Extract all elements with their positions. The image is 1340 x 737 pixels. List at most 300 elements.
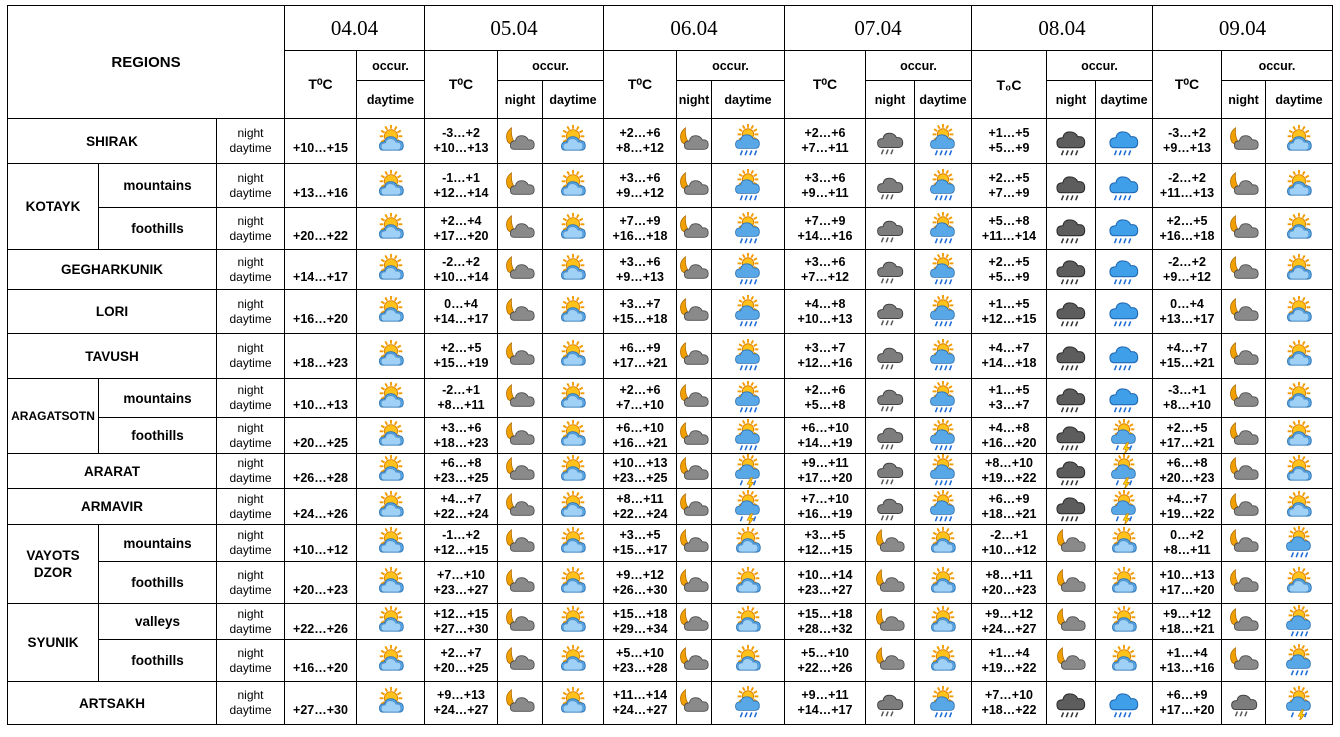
weather-cell — [677, 562, 712, 604]
night-temp: +2…+6 — [804, 383, 846, 397]
night-temp: +1…+4 — [988, 645, 1030, 660]
sun-cloud-icon — [1107, 526, 1141, 560]
night-header: night — [1222, 81, 1266, 119]
weather-cell — [1222, 525, 1266, 562]
day-temp: +5…+8 — [804, 398, 846, 412]
daytime-header: daytime — [712, 81, 785, 119]
day-temp: +19…+22 — [1159, 506, 1215, 521]
day-temp: +12…+15 — [433, 543, 489, 557]
weather-cell — [1222, 379, 1266, 418]
temp-cell — [972, 379, 1047, 418]
night-temp: +4…+7 — [1166, 491, 1208, 506]
moon-cloud-icon — [677, 605, 711, 639]
day-temp: +10…+14 — [433, 269, 489, 284]
temp-cell — [604, 562, 677, 604]
rain-cloud-icon — [873, 490, 907, 524]
temp-cell — [785, 290, 866, 334]
temp-cell — [425, 682, 498, 725]
moon-cloud-icon — [1054, 526, 1088, 560]
weather-cell — [1047, 604, 1096, 640]
temp-cell — [425, 290, 498, 334]
weather-cell — [677, 525, 712, 562]
day-temp: +24…+27 — [612, 703, 668, 717]
night-temp: -1…+1 — [442, 170, 480, 185]
sun-cloud-icon — [556, 212, 590, 246]
sun-rain-icon — [731, 295, 765, 329]
night-temp: 0…+4 — [1170, 296, 1204, 311]
temp-header: T⁰C — [785, 51, 866, 119]
night-temp: +5…+10 — [801, 645, 849, 660]
weather-cell — [498, 164, 543, 208]
weather-cell — [498, 562, 543, 604]
weather-cell — [357, 562, 425, 604]
day-temp: +20…+23 — [981, 582, 1037, 597]
period-labels — [217, 334, 285, 379]
night-temp: +1…+4 — [1166, 645, 1208, 660]
sun-cloud-icon — [374, 339, 408, 373]
night-temp: +9…+11 — [801, 688, 849, 702]
night-temp: +9…+13 — [437, 688, 485, 702]
sun-cloud-icon — [374, 212, 408, 246]
weather-cell — [712, 208, 785, 250]
temp-cell — [1153, 640, 1222, 682]
temp-cell — [1153, 250, 1222, 290]
temp-header: T₀C — [972, 51, 1047, 119]
night-label: night — [237, 383, 264, 397]
sun-cloud-icon — [1107, 605, 1141, 639]
weather-cell — [677, 682, 712, 725]
night-temp: +2…+4 — [440, 213, 482, 228]
temp-cell — [785, 334, 866, 379]
daytime-header: daytime — [357, 81, 425, 119]
day-temp: +17…+20 — [1159, 582, 1215, 597]
day-temp: +13…+16 — [1159, 660, 1215, 675]
day-temp: +15…+19 — [433, 356, 489, 370]
night-temp: -3…+2 — [442, 126, 480, 140]
region-row — [8, 418, 1333, 454]
rain-cloud-icon — [873, 212, 907, 246]
period-labels — [217, 454, 285, 489]
moon-cloud-icon — [503, 253, 537, 287]
moon-cloud-icon — [1227, 605, 1261, 639]
temp-cell — [285, 454, 357, 489]
weather-cell — [1096, 250, 1153, 290]
weather-cell — [498, 525, 543, 562]
sun-rain-icon — [731, 419, 765, 453]
subregion-name: valleys — [99, 604, 217, 640]
sun-cloud-icon — [1282, 169, 1316, 203]
weather-cell — [1096, 489, 1153, 525]
weather-cell — [712, 334, 785, 379]
night-temp: +10…+13 — [612, 456, 668, 470]
weather-cell — [1096, 379, 1153, 418]
temp-cell — [785, 379, 866, 418]
weather-cell — [498, 250, 543, 290]
subregion-name: foothills — [99, 562, 217, 604]
dark-rain-icon — [1054, 381, 1088, 415]
moon-cloud-icon — [873, 526, 907, 560]
temp-header: T⁰C — [425, 51, 498, 119]
day-temp: +7…+10 — [616, 398, 664, 412]
temp-cell — [604, 334, 677, 379]
sun-storm-icon — [731, 490, 765, 524]
weather-cell — [677, 119, 712, 164]
temp-cell — [285, 489, 357, 525]
temp-cell — [1153, 604, 1222, 640]
weather-cell — [915, 334, 972, 379]
day-temp: +15…+21 — [1159, 356, 1215, 370]
moon-cloud-icon — [677, 526, 711, 560]
weather-cell — [543, 164, 604, 208]
night-temp: +8…+11 — [616, 491, 664, 506]
weather-cell — [1047, 250, 1096, 290]
daytime-label: daytime — [229, 356, 272, 370]
night-temp: +9…+12 — [1163, 606, 1211, 621]
weather-cell — [1266, 604, 1333, 640]
regions-header: REGIONS — [8, 6, 285, 119]
weather-cell — [1222, 562, 1266, 604]
day-temp: +27…+30 — [293, 703, 348, 717]
day-temp: +26…+28 — [293, 471, 348, 485]
weather-cell — [915, 604, 972, 640]
temp-cell — [425, 379, 498, 418]
night-temp: +11…+14 — [612, 688, 668, 702]
weather-cell — [677, 604, 712, 640]
weather-cell — [498, 640, 543, 682]
night-temp: +2…+6 — [804, 126, 846, 140]
weather-cell — [498, 119, 543, 164]
day-temp: +12…+16 — [797, 356, 853, 370]
night-temp: +7…+10 — [801, 491, 849, 506]
sun-cloud-icon — [926, 644, 960, 678]
day-temp: +24…+26 — [293, 506, 348, 521]
weather-cell — [1266, 119, 1333, 164]
day-temp: +17…+21 — [1159, 435, 1215, 450]
temp-cell — [285, 379, 357, 418]
moon-cloud-icon — [677, 253, 711, 287]
weather-cell — [543, 562, 604, 604]
region-row — [8, 489, 1333, 525]
sun-cloud-icon — [374, 644, 408, 678]
weather-cell — [498, 290, 543, 334]
weather-cell — [1096, 682, 1153, 725]
day-temp: +23…+27 — [433, 582, 489, 597]
day-temp: +14…+17 — [433, 311, 489, 326]
temp-cell — [1153, 334, 1222, 379]
sun-rain-icon — [731, 253, 765, 287]
night-temp: +6…+8 — [440, 456, 482, 470]
night-temp: +5…+10 — [616, 645, 664, 660]
weather-cell — [677, 334, 712, 379]
weather-cell — [543, 525, 604, 562]
temp-cell — [1153, 454, 1222, 489]
night-label: night — [237, 606, 264, 621]
sun-cloud-icon — [556, 339, 590, 373]
weather-cell — [1096, 562, 1153, 604]
blue-rain-icon — [1107, 686, 1141, 720]
day-temp: +20…+23 — [1159, 471, 1215, 485]
night-temp: +7…+10 — [437, 567, 485, 582]
sun-rain-icon — [926, 253, 960, 287]
daytime-header: daytime — [543, 81, 604, 119]
weather-cell — [1266, 489, 1333, 525]
day-temp: +14…+17 — [293, 269, 348, 284]
period-labels — [217, 562, 285, 604]
sun-rain-icon — [926, 339, 960, 373]
daytime-label: daytime — [229, 269, 272, 284]
region-name: ARAGATSOTN — [8, 379, 99, 454]
night-temp: +1…+5 — [988, 296, 1030, 311]
night-temp: +1…+5 — [988, 126, 1030, 140]
temp-cell — [972, 418, 1047, 454]
blue-rain-icon — [1107, 253, 1141, 287]
period-labels — [217, 682, 285, 725]
weather-cell — [677, 379, 712, 418]
daytime-label: daytime — [229, 582, 272, 597]
period-labels — [217, 208, 285, 250]
temp-cell — [425, 640, 498, 682]
day-temp: +13…+16 — [293, 185, 348, 200]
night-temp: +2…+5 — [988, 170, 1030, 185]
daytime-label: daytime — [229, 621, 272, 636]
day-temp: +22…+24 — [612, 506, 668, 521]
weather-cell — [1266, 525, 1333, 562]
weather-cell — [866, 119, 915, 164]
weather-cell — [1096, 119, 1153, 164]
weather-cell — [543, 290, 604, 334]
date-header: 06.04 — [604, 6, 785, 51]
sun-cloud-icon — [1282, 381, 1316, 415]
temp-cell — [425, 334, 498, 379]
sun-cloud-icon — [374, 526, 408, 560]
weather-cell — [677, 208, 712, 250]
day-temp: +13…+17 — [1159, 311, 1215, 326]
temp-cell — [425, 604, 498, 640]
temp-cell — [604, 682, 677, 725]
daytime-header: daytime — [915, 81, 972, 119]
weather-cell — [866, 418, 915, 454]
night-temp: +7…+9 — [619, 213, 661, 228]
night-temp: -2…+2 — [1168, 254, 1206, 269]
weather-cell — [1266, 164, 1333, 208]
period-labels — [217, 489, 285, 525]
weather-cell — [498, 604, 543, 640]
night-temp: +10…+13 — [1159, 567, 1215, 582]
sun-cloud-icon — [1282, 253, 1316, 287]
temp-cell — [972, 525, 1047, 562]
temp-cell — [425, 525, 498, 562]
day-temp: +14…+18 — [981, 356, 1037, 370]
blue-rain-icon — [1107, 212, 1141, 246]
moon-cloud-icon — [677, 212, 711, 246]
weather-cell — [712, 525, 785, 562]
temp-cell — [285, 119, 357, 164]
sun-storm-icon — [1107, 419, 1141, 453]
weather-cell — [1266, 640, 1333, 682]
moon-cloud-icon — [1227, 124, 1261, 158]
sun-cloud-icon — [374, 381, 408, 415]
sun-storm-icon — [1107, 490, 1141, 524]
day-temp: +7…+12 — [801, 269, 849, 284]
temp-cell — [285, 250, 357, 290]
sun-rain-icon — [926, 381, 960, 415]
night-temp: +9…+11 — [801, 456, 849, 470]
sun-cloud-icon — [556, 526, 590, 560]
weather-cell — [677, 250, 712, 290]
weather-cell — [1222, 164, 1266, 208]
moon-cloud-icon — [677, 644, 711, 678]
temp-cell — [604, 454, 677, 489]
weather-cell — [712, 682, 785, 725]
subregion-name: foothills — [99, 640, 217, 682]
period-labels — [217, 525, 285, 562]
subregion-name: mountains — [99, 164, 217, 208]
subregion-name: mountains — [99, 379, 217, 418]
sun-cloud-icon — [556, 253, 590, 287]
rain-cloud-icon — [1227, 686, 1261, 720]
date-header: 08.04 — [972, 6, 1153, 51]
moon-cloud-icon — [677, 169, 711, 203]
weather-cell — [712, 164, 785, 208]
weather-cell — [1096, 208, 1153, 250]
moon-cloud-icon — [1227, 212, 1261, 246]
moon-cloud-icon — [503, 605, 537, 639]
subregion-name: foothills — [99, 418, 217, 454]
temp-cell — [972, 489, 1047, 525]
moon-cloud-icon — [1227, 490, 1261, 524]
temp-cell — [425, 562, 498, 604]
sun-cloud-icon — [731, 605, 765, 639]
moon-cloud-icon — [873, 605, 907, 639]
weather-cell — [1266, 379, 1333, 418]
day-temp: +9…+12 — [616, 185, 664, 200]
night-temp: +8…+11 — [985, 567, 1033, 582]
subregion-name: foothills — [99, 208, 217, 250]
temp-cell — [972, 454, 1047, 489]
temp-cell — [785, 119, 866, 164]
temp-cell — [1153, 562, 1222, 604]
day-temp: +8…+11 — [437, 398, 485, 412]
dark-rain-icon — [1054, 686, 1088, 720]
moon-cloud-icon — [1227, 644, 1261, 678]
weather-cell — [866, 379, 915, 418]
night-temp: -2…+1 — [990, 528, 1028, 542]
day-temp: +16…+20 — [293, 311, 348, 326]
temp-cell — [604, 250, 677, 290]
day-temp: +7…+11 — [801, 141, 849, 155]
day-temp: +15…+17 — [612, 543, 668, 557]
daytime-label: daytime — [229, 703, 272, 717]
night-temp: -2…+2 — [1168, 170, 1206, 185]
day-temp: +11…+13 — [1159, 185, 1215, 200]
temp-cell — [425, 208, 498, 250]
night-temp: +6…+10 — [616, 420, 664, 435]
day-temp: +23…+25 — [433, 471, 489, 485]
weather-cell — [712, 119, 785, 164]
sun-cloud-icon — [1282, 212, 1316, 246]
weather-cell — [1222, 489, 1266, 525]
dark-rain-icon — [1054, 169, 1088, 203]
weather-cell — [866, 208, 915, 250]
day-temp: +20…+25 — [293, 435, 348, 450]
weather-cell — [1047, 489, 1096, 525]
weather-cell — [357, 525, 425, 562]
sun-cloud-icon — [556, 295, 590, 329]
day-temp: +5…+9 — [988, 269, 1030, 284]
moon-cloud-icon — [503, 419, 537, 453]
weather-cell — [543, 250, 604, 290]
weather-cell — [677, 454, 712, 489]
daytime-label: daytime — [229, 543, 272, 557]
temp-cell — [285, 562, 357, 604]
sun-rain-icon — [731, 381, 765, 415]
daytime-label: daytime — [229, 398, 272, 412]
region-row — [8, 640, 1333, 682]
temp-cell — [785, 208, 866, 250]
night-temp: +2…+5 — [440, 341, 482, 355]
weather-cell — [357, 250, 425, 290]
sun-cloud-icon — [374, 169, 408, 203]
night-temp: +6…+8 — [1166, 456, 1208, 470]
day-temp: +14…+17 — [797, 703, 853, 717]
dark-rain-icon — [1054, 419, 1088, 453]
weather-cell — [357, 379, 425, 418]
weather-cell — [712, 640, 785, 682]
occur-header: occur. — [1047, 51, 1153, 81]
day-temp: +19…+22 — [981, 660, 1037, 675]
weather-cell — [866, 454, 915, 489]
day-temp: +7…+9 — [988, 185, 1030, 200]
weather-cell — [1047, 119, 1096, 164]
night-temp: +6…+9 — [1166, 688, 1208, 702]
blue-rain-icon — [1107, 169, 1141, 203]
weather-forecast-table — [7, 5, 1333, 725]
moon-cloud-icon — [677, 124, 711, 158]
weather-cell — [1266, 208, 1333, 250]
day-temp: +10…+12 — [981, 543, 1037, 557]
weather-cell — [1222, 208, 1266, 250]
night-header: night — [677, 81, 712, 119]
weather-cell — [1047, 454, 1096, 489]
region-name: LORI — [8, 290, 217, 334]
moon-cloud-icon — [1227, 381, 1261, 415]
weather-cell — [357, 119, 425, 164]
period-labels — [217, 640, 285, 682]
sun-rain-icon — [1282, 526, 1316, 560]
temp-cell — [285, 525, 357, 562]
sun-cloud-icon — [556, 644, 590, 678]
weather-cell — [677, 489, 712, 525]
sun-cloud-icon — [374, 566, 408, 600]
sun-cloud-icon — [1282, 339, 1316, 373]
temp-cell — [604, 164, 677, 208]
period-labels — [217, 379, 285, 418]
night-temp: +2…+6 — [619, 126, 661, 140]
day-temp: +22…+24 — [433, 506, 489, 521]
weather-cell — [1047, 164, 1096, 208]
weather-cell — [543, 379, 604, 418]
weather-cell — [915, 454, 972, 489]
region-row — [8, 525, 1333, 562]
weather-cell — [357, 418, 425, 454]
day-temp: +22…+26 — [797, 660, 853, 675]
day-temp: +10…+13 — [293, 398, 348, 412]
region-name: SYUNIK — [8, 604, 99, 682]
blue-rain-icon — [1107, 381, 1141, 415]
night-temp: +4…+7 — [440, 491, 482, 506]
weather-cell — [1266, 454, 1333, 489]
moon-cloud-icon — [1227, 295, 1261, 329]
